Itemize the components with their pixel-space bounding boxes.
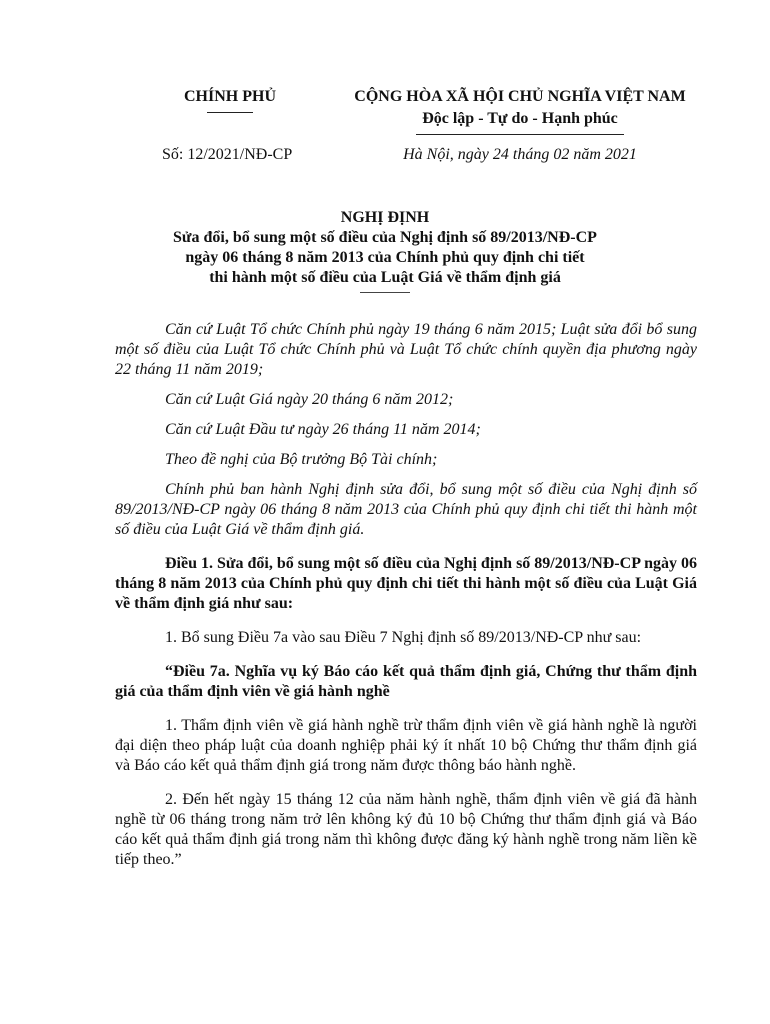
article-7a-heading: “Điều 7a. Nghĩa vụ ký Báo cáo kết quả thẩm định giá, Chứng thư thẩm định giá của thẩm định viên về giá hành nghề — [115, 663, 697, 700]
agency-underline — [207, 112, 253, 113]
motto-underline — [416, 134, 624, 135]
article-7a-clause-1: 1. Thẩm định viên về giá hành nghề trừ thẩm định viên về giá hành nghề là người đại diện theo pháp luật của doanh nghiệp phải ký ít nhất 10 bộ Chứng thư thẩm định giá và Báo cáo kết quả thẩm định giá trong năm được thông báo hành nghề. — [115, 717, 697, 774]
document-number: Số: 12/2021/NĐ-CP — [162, 146, 293, 163]
title-line-2: ngày 06 tháng 8 năm 2013 của Chính phủ quy định chi tiết — [185, 249, 585, 266]
preamble-paragraph: Căn cứ Luật Đầu tư ngày 26 tháng 11 năm 2014; — [165, 421, 481, 438]
national-motto: Độc lập - Tự do - Hạnh phúc — [422, 110, 618, 127]
article-7a-clause-2: 2. Đến hết ngày 15 tháng 12 của năm hành nghề, thẩm định viên về giá đã hành nghề từ 06 tháng trong năm trở lên không ký đủ 10 bộ Chứng thư thẩm định giá và Báo cáo kết quả thẩm định giá trong năm thì không được đăng ký hành nghề trong năm liền kề tiếp theo.” — [115, 791, 697, 868]
title-line-1: Sửa đổi, bổ sung một số điều của Nghị định số 89/2013/NĐ-CP — [173, 229, 597, 246]
article-1-item-1: 1. Bổ sung Điều 7a vào sau Điều 7 Nghị định số 89/2013/NĐ-CP như sau: — [165, 629, 642, 646]
place-date: Hà Nội, ngày 24 tháng 02 năm 2021 — [403, 146, 637, 163]
document-body — [115, 320, 697, 880]
preamble-paragraph: Chính phủ ban hành Nghị định sửa đổi, bổ sung một số điều của Nghị định số 89/2013/NĐ-CP ngày 06 tháng 8 năm 2013 của Chính phủ quy định chi tiết thi hành một số điều của Luật Giá về thẩm định giá. — [115, 481, 697, 538]
issuing-agency: CHÍNH PHỦ — [184, 88, 276, 105]
preamble-paragraph: Theo đề nghị của Bộ trưởng Bộ Tài chính; — [165, 451, 438, 468]
preamble-paragraph: Căn cứ Luật Giá ngày 20 tháng 6 năm 2012; — [165, 391, 454, 408]
document-title-block — [110, 208, 660, 293]
article-1-heading: Điều 1. Sửa đổi, bổ sung một số điều của Nghị định số 89/2013/NĐ-CP ngày 06 tháng 8 năm 2013 của Chính phủ quy định chi tiết thi hành một số điều của Luật Giá về thẩm định giá như sau: — [115, 555, 697, 612]
preamble-paragraph: Căn cứ Luật Tổ chức Chính phủ ngày 19 tháng 6 năm 2015; Luật sửa đổi bổ sung một số điều của Luật Tổ chức Chính phủ và Luật Tổ chức chính quyền địa phương ngày 22 tháng 11 năm 2019; — [115, 321, 697, 378]
national-header-block — [330, 86, 710, 135]
issuing-agency-block — [140, 86, 320, 113]
title-underline — [360, 292, 410, 293]
document-type: NGHỊ ĐỊNH — [340, 209, 430, 226]
country-name: CỘNG HÒA XÃ HỘI CHỦ NGHĨA VIỆT NAM — [354, 88, 686, 105]
title-line-3: thi hành một số điều của Luật Giá về thẩm định giá — [209, 269, 561, 286]
